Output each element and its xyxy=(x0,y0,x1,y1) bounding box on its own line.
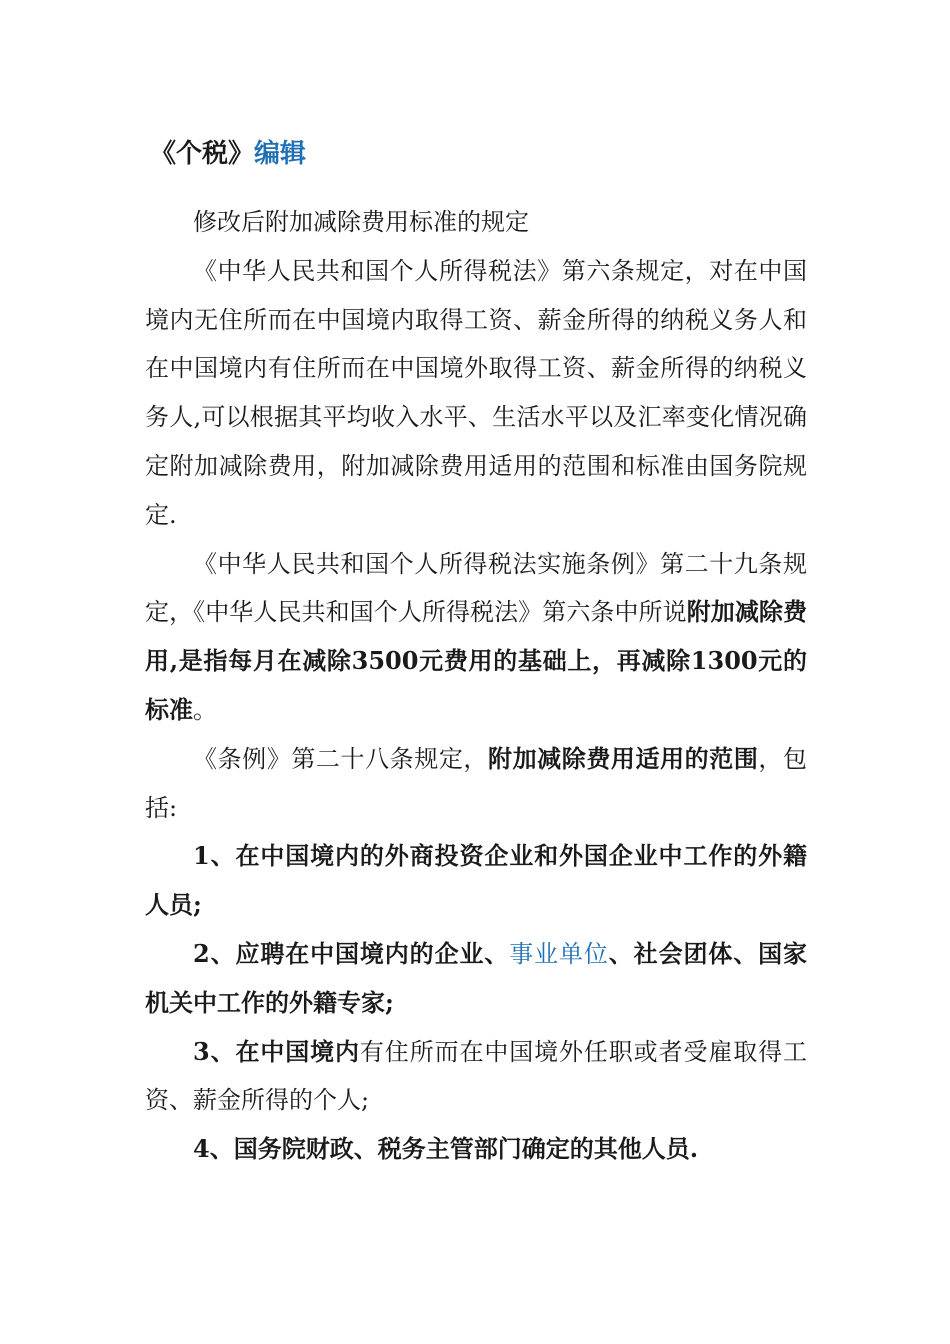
paragraph-subtitle: 修改后附加减除费用标准的规定 xyxy=(193,208,529,236)
paragraph-article-29-bold: 附加减除费用,是指每月在减除3500元费用的基础上，再减除1300元的标准 xyxy=(145,597,807,724)
list-item: 1、在中国境内的外商投资企业和外国企业中工作的外籍人员; xyxy=(145,841,807,920)
list-item: 4、国务院财政、税务主管部门确定的其他人员. xyxy=(193,1134,699,1164)
list-item xyxy=(145,930,807,1028)
paragraph-article-6: 《中华人民共和国个人所得税法》第六条规定，对在中国境内无住所而在中国境内取得工资、薪金所得的纳税义务人和在中国境内有住所而在中国境外取得工资、薪金所得的纳税义务人,可以根据其平均收入水平、生活水平以及汇率变化情况确定附加减除费用，附加减除费用适用的范围和标准由国务院规定. xyxy=(145,256,807,529)
public-institution-link[interactable]: 事业单位 xyxy=(509,939,609,968)
heading-title: 《个税》 xyxy=(150,139,255,169)
paragraph-article-29-text: 《中华人民共和国个人所得税法实施条例》第二十九条规定，《中华人民共和国个人所得税法》第六条中所说 xyxy=(145,549,807,627)
list-item-3-bold: 3、在中国境内 xyxy=(193,1036,360,1066)
section-heading xyxy=(150,134,306,174)
list-item-2-end: 、社会团体、国家机关中工作的外籍专家; xyxy=(145,938,808,1017)
edit-link[interactable]: 编辑 xyxy=(254,139,307,169)
paragraph-article-29-end: 。 xyxy=(193,695,217,724)
paragraph-article-28-end: ，包括: xyxy=(145,744,808,822)
paragraph-article-28-text: 《条例》第二十八条规定， xyxy=(193,744,488,773)
paragraph-article-29 xyxy=(145,540,807,735)
paragraph-article-28-bold: 附加减除费用适用的范围 xyxy=(488,743,759,773)
document-body xyxy=(145,198,807,1174)
list-item xyxy=(145,1028,807,1126)
scope-list xyxy=(145,832,807,1174)
list-item-2-text: 2、应聘在中国境内的企业、 xyxy=(193,938,510,968)
list-item-3-text: 有住所而在中国境外任职或者受雇取得工资、薪金所得的个人; xyxy=(145,1037,808,1115)
paragraph-article-28 xyxy=(145,735,807,833)
